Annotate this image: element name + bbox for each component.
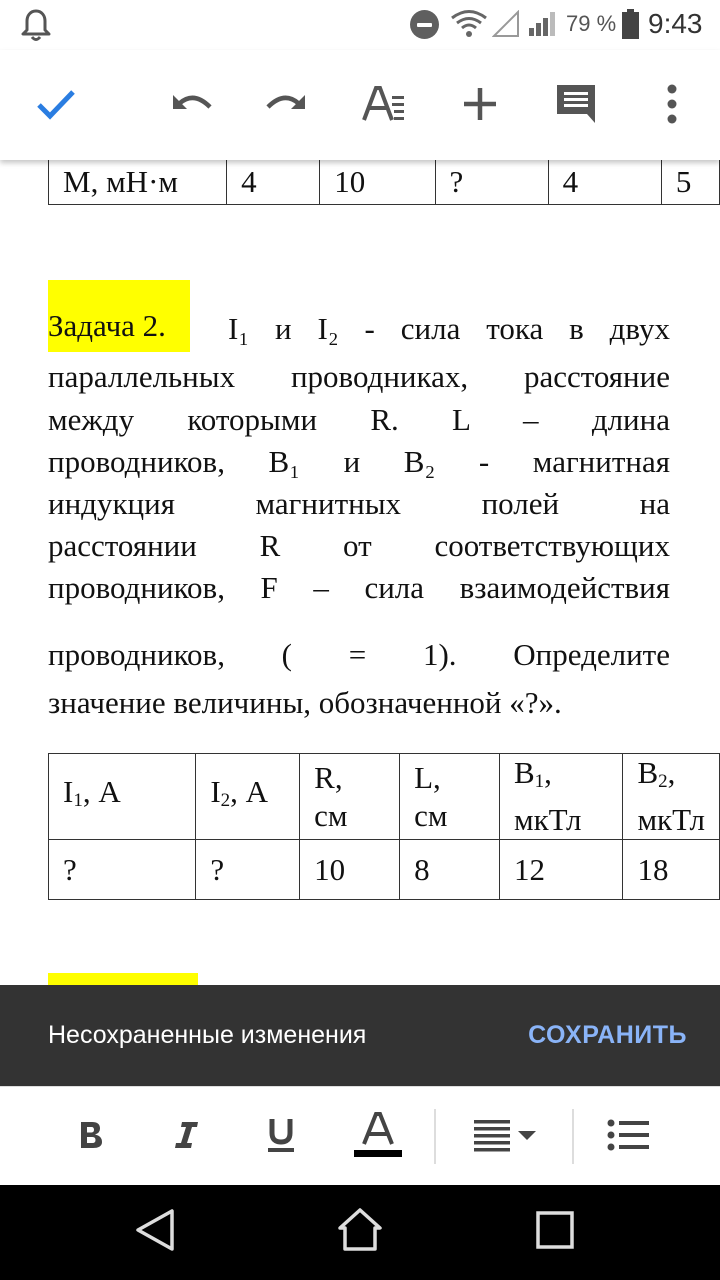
snackbar	[0, 985, 720, 1086]
table-cell: ?	[196, 840, 300, 900]
home-icon[interactable]	[335, 1205, 385, 1255]
task-line-4: проводников, B₁ и B₂ - магнитная	[48, 444, 670, 479]
divider	[434, 1109, 436, 1164]
table-header: L, см	[400, 754, 500, 840]
navigation-bar	[0, 1185, 720, 1280]
table-cell: 4	[548, 160, 661, 205]
text-format-button[interactable]	[358, 78, 410, 130]
task-line-6: расстоянии R от соответствующих	[48, 528, 670, 563]
do-not-disturb-icon	[410, 10, 439, 39]
task-label: Задача 2.	[48, 308, 166, 343]
undo-button[interactable]	[166, 78, 218, 130]
redo-icon	[264, 89, 308, 119]
document-body[interactable]	[0, 160, 720, 985]
table-cell: 4	[227, 160, 320, 205]
align-icon	[472, 1117, 540, 1153]
table-row	[49, 160, 720, 205]
table-header: R, см	[300, 754, 400, 840]
save-button[interactable]: СОХРАНИТЬ	[528, 1021, 687, 1049]
back-icon[interactable]	[132, 1205, 182, 1255]
battery-percent: 79 %	[566, 11, 617, 36]
table-conductors	[48, 753, 720, 900]
table-cell: 5	[661, 160, 719, 205]
table-cell: 8	[400, 840, 500, 900]
underline-button[interactable]	[258, 1107, 304, 1163]
undo-icon	[170, 89, 214, 119]
bold-button[interactable]	[68, 1107, 114, 1163]
editor-toolbar	[0, 50, 720, 160]
task-line-2: параллельных проводниках, расстояние	[48, 359, 670, 394]
table-torque	[48, 160, 720, 205]
italic-button[interactable]	[163, 1107, 209, 1163]
text-color-icon	[352, 1112, 404, 1158]
table-header: $B_1$, мкТл	[499, 754, 622, 840]
comment-button[interactable]	[550, 78, 602, 130]
task-line-7: проводников, F – сила взаимодействия	[48, 570, 670, 605]
table-cell: М, мН·м	[49, 160, 227, 205]
text-format-icon	[360, 84, 408, 124]
table-cell: 10	[320, 160, 435, 205]
bold-icon	[78, 1120, 104, 1150]
done-button[interactable]	[30, 78, 82, 130]
signal-empty-icon	[492, 10, 520, 38]
text-color-button[interactable]	[352, 1107, 404, 1163]
check-icon	[36, 88, 76, 120]
italic-icon	[173, 1120, 199, 1150]
table-cell: ?	[49, 840, 196, 900]
table-header-row	[49, 754, 720, 840]
insert-button[interactable]	[454, 78, 506, 130]
status-bar	[0, 0, 720, 50]
underline-icon	[266, 1117, 296, 1153]
list-button[interactable]	[606, 1107, 652, 1163]
signal-icon	[527, 10, 557, 38]
snackbar-message: Несохраненные изменения	[48, 1021, 367, 1049]
table-cell: 18	[623, 840, 720, 900]
add-icon	[462, 86, 498, 122]
more-options-button[interactable]	[646, 78, 698, 130]
task-line-9: значение величины, обозначенной «?».	[48, 685, 562, 720]
divider	[572, 1109, 574, 1164]
clock: 9:43	[648, 8, 703, 39]
table-header: $I_1$, А	[49, 754, 196, 840]
task-line-8: проводников, ( = 1). Определите	[48, 637, 670, 672]
format-bar	[0, 1086, 720, 1185]
redo-button[interactable]	[260, 78, 312, 130]
table-cell: 10	[300, 840, 400, 900]
align-button[interactable]	[472, 1107, 540, 1163]
more-vert-icon	[666, 84, 678, 124]
table-row	[49, 840, 720, 900]
table-cell: ?	[435, 160, 548, 205]
task-line-5: индукция магнитных полей на	[48, 486, 670, 521]
task-line-1	[228, 308, 670, 350]
battery-icon	[622, 9, 639, 39]
bell-icon	[20, 8, 52, 42]
recents-icon[interactable]	[530, 1205, 580, 1255]
task-line-text: I₁ и I₂ - сила тока в двух	[228, 311, 670, 346]
table-header: $B_2$, мкТл	[623, 754, 720, 840]
highlight	[48, 973, 198, 985]
wifi-icon	[450, 9, 488, 39]
list-icon	[607, 1118, 651, 1152]
task-line-3: между которыми R. L – длина	[48, 402, 670, 437]
table-header: $I_2$, А	[196, 754, 300, 840]
comment-icon	[555, 83, 597, 125]
table-cell: 12	[499, 840, 622, 900]
